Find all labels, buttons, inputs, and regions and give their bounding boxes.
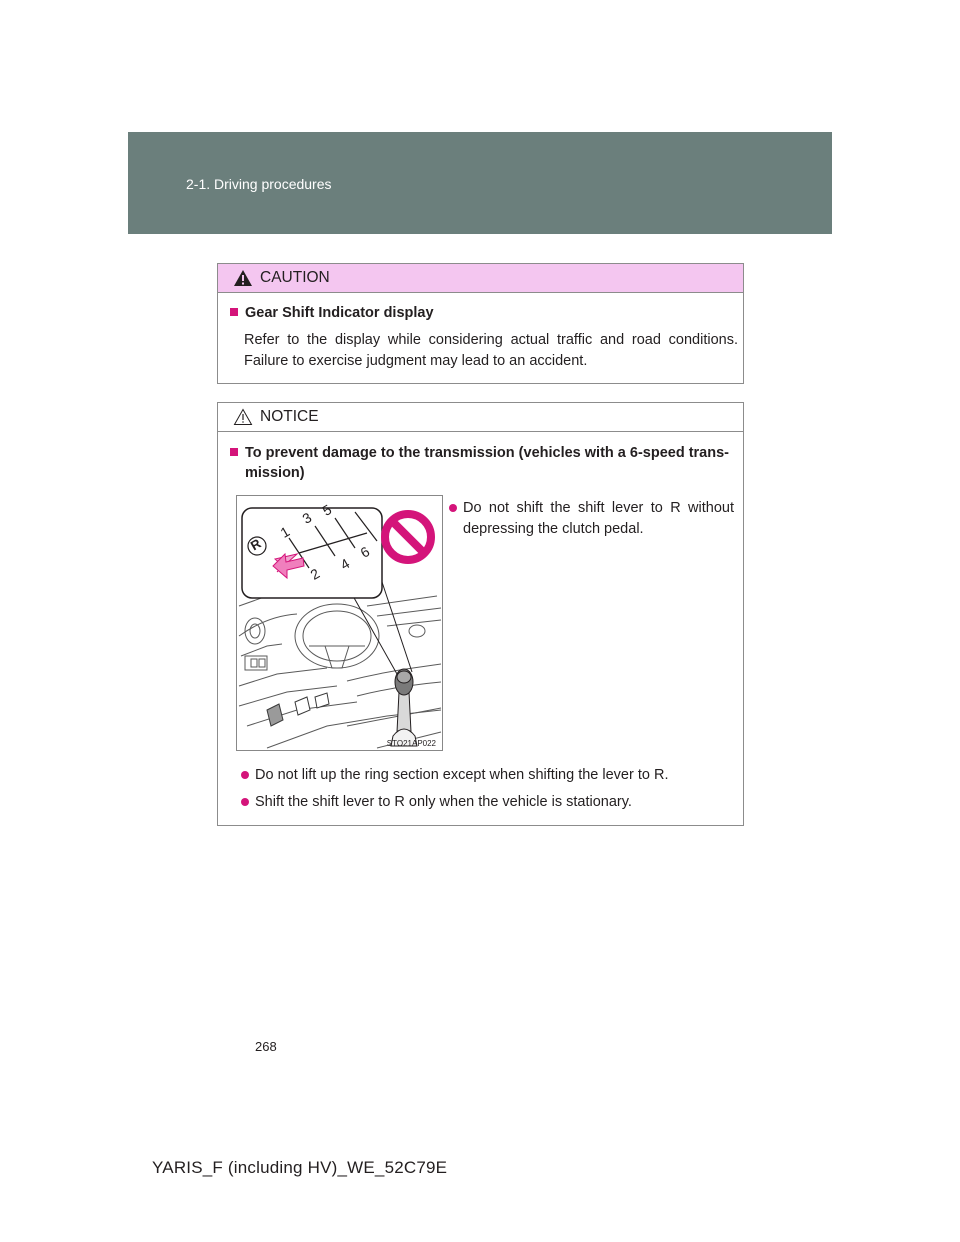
caution-label: CAUTION [260,269,330,286]
gear-label-1: 1 [277,523,293,541]
caution-text: Refer to the display while considering actual traffic and road conditions. Failure to exercise judgment may lead to an accident. [244,332,738,369]
gear-label-r: R [247,535,264,554]
round-bullet-icon [241,798,249,806]
illustration-code: STO21AP022 [386,739,436,748]
round-bullet-icon [241,771,249,779]
warning-triangle-outline-icon [233,408,253,426]
notice-title: To prevent damage to the transmission (vehicles with a 6-speed trans- mission) [230,443,735,483]
round-bullet-icon [449,504,457,512]
caution-title: Gear Shift Indicator display [230,303,434,323]
caution-header [218,264,743,293]
gear-label-3: 3 [299,509,315,527]
notice-bullet-clutch: Do not shift the shift lever to R without depressing the clutch pedal. [452,498,734,539]
section-title: 2-1. Driving procedures [186,176,332,192]
notice-bullet-ring: Do not lift up the ring section except when shifting the lever to R. [244,765,668,786]
notice-label: NOTICE [260,408,319,425]
notice-bullet-stationary: Shift the shift lever to R only when the vehicle is stationary. [244,792,632,813]
no-entry-icon [380,509,436,565]
footer-doc-id: YARIS_F (including HV)_WE_52C79E [152,1158,448,1177]
square-bullet-icon [230,448,238,456]
notice-box [217,402,744,826]
gear-label-5: 5 [319,501,335,519]
section-header [128,132,832,234]
page-number: 268 [255,1039,277,1054]
notice-header [218,403,743,432]
gear-label-4: 4 [337,555,353,573]
square-bullet-icon [230,308,238,316]
gear-label-6: 6 [357,543,373,561]
warning-triangle-icon [233,269,253,287]
gear-label-2: 2 [307,565,323,583]
caution-box [217,263,744,384]
